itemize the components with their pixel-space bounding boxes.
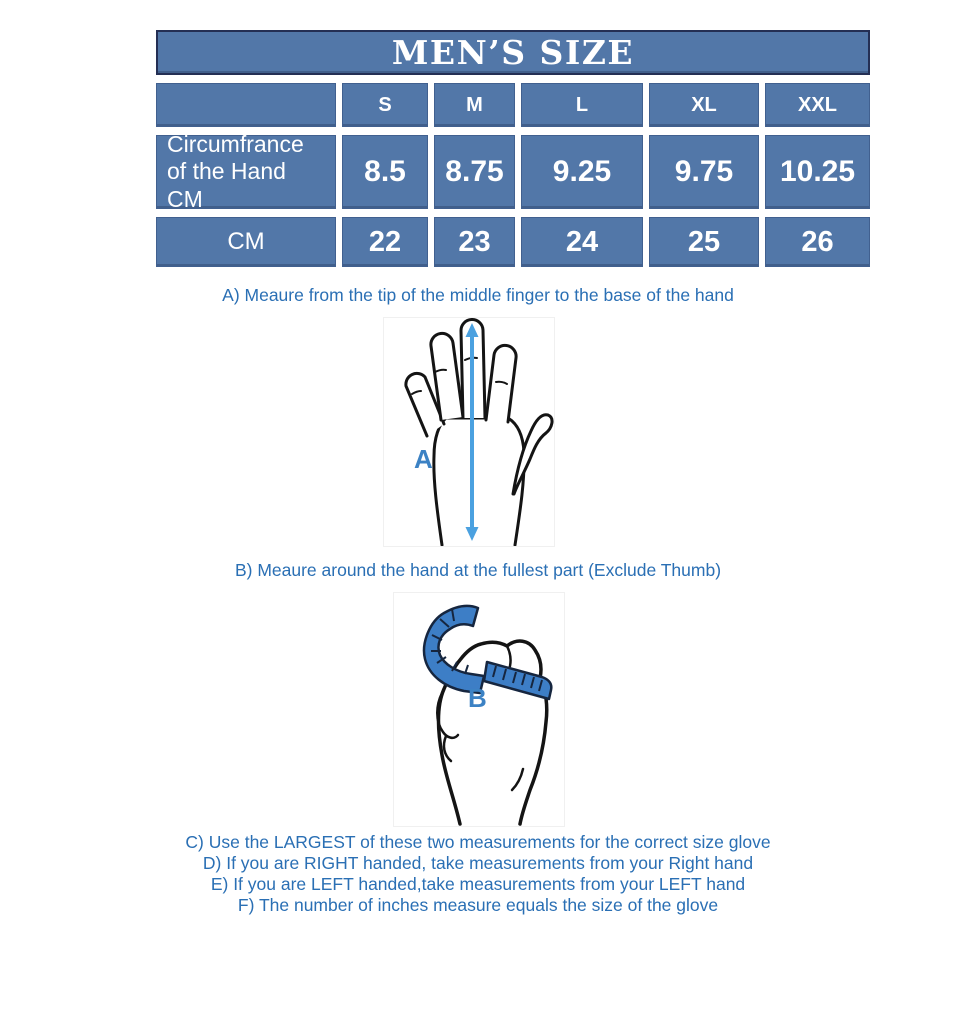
circumference-value-xl: 9.75	[649, 135, 759, 209]
instruction-b: B) Meaure around the hand at the fullest part (Exclude Thumb)	[234, 560, 722, 580]
row-label-circumference: Circumfrance of the Hand CM	[156, 135, 336, 209]
table-title: MEN’S SIZE	[156, 30, 870, 75]
instruction-c: C) Use the LARGEST of these two measurements for the correct size glove	[185, 832, 771, 852]
open-hand-illustration	[383, 317, 555, 547]
size-header-m: M	[434, 83, 515, 127]
instruction-d: D) If you are RIGHT handed, take measurements from your Right hand	[202, 853, 754, 873]
hand-measure-a-icon	[384, 318, 554, 546]
instruction-a: A) Meaure from the tip of the middle finger to the base of the hand	[222, 285, 734, 305]
circumference-value-m: 8.75	[434, 135, 515, 209]
measure-b-label: B	[468, 683, 487, 713]
hand-measure-b-icon	[394, 593, 564, 826]
measure-a-label: A	[414, 444, 433, 474]
circumference-value-xxl: 10.25	[765, 135, 870, 209]
size-header-xxl: XXL	[765, 83, 870, 127]
cm-value-m: 23	[434, 217, 515, 267]
size-header-s: S	[342, 83, 428, 127]
instruction-f: F) The number of inches measure equals the size of the glove	[237, 895, 719, 915]
fist-illustration	[393, 592, 565, 827]
cm-value-xl: 25	[649, 217, 759, 267]
instruction-e: E) If you are LEFT handed,take measurements from your LEFT hand	[210, 874, 746, 894]
palm-outline	[434, 418, 524, 545]
corner-empty-cell	[156, 83, 336, 127]
cm-value-s: 22	[342, 217, 428, 267]
row-label-cm: CM	[156, 217, 336, 267]
mens-size-table	[156, 30, 870, 267]
cm-value-l: 24	[521, 217, 643, 267]
instructions-c-to-f	[0, 832, 956, 916]
circumference-value-l: 9.25	[521, 135, 643, 209]
size-header-l: L	[521, 83, 643, 127]
circumference-value-s: 8.5	[342, 135, 428, 209]
size-header-xl: XL	[649, 83, 759, 127]
index-finger	[486, 345, 516, 422]
cm-value-xxl: 26	[765, 217, 870, 267]
